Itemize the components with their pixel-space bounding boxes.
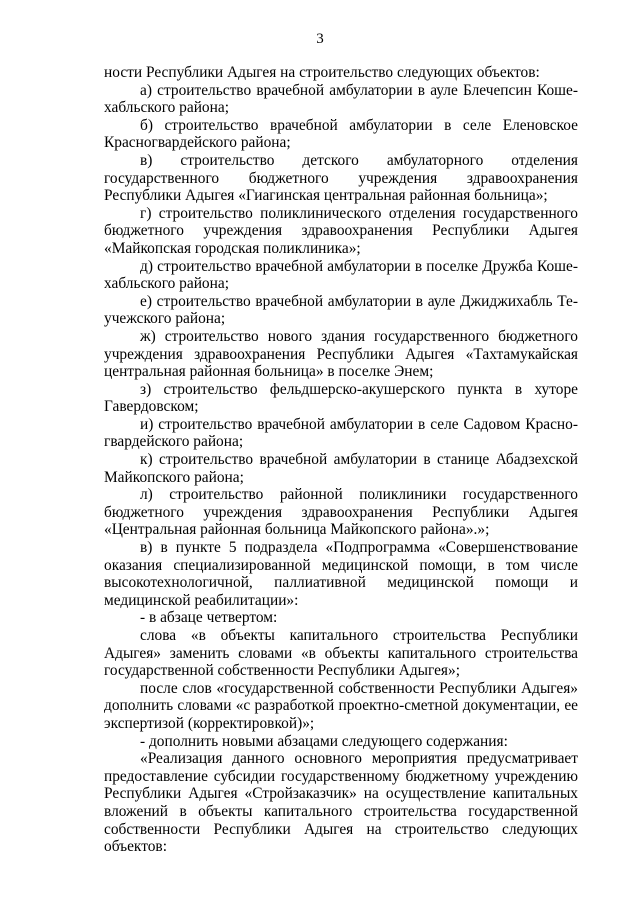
paragraph-item-z: з) строительство фельдшерско-акушерского пункта в хуторе Гавердовском;: [104, 380, 578, 416]
paragraph-item-v: в) строительство детского амбулаторного отделения государственного бюджетного учреждения здравоохранения Республики Адыгея «Гиагинская центральная районная больница»;: [104, 151, 578, 205]
paragraph-fourth-abzac: - в абзаце четвертом:: [140, 609, 278, 627]
paragraph-add-words: после слов «государственной собственности Республики Адыгея» дополнить словами «с разработкой проектно-сметной документации, ее экспертизой (корректировкой)»;: [104, 679, 578, 732]
paragraph-item-l: л) строительство районной поликлиники государственного бюджетного учреждения здравоохранения Республики Адыгея «Центральная районная больница Майкопского района».»;: [104, 486, 578, 539]
paragraph-item-a: а) строительство врачебной амбулатории в ауле Блечепсин Кошехабльского района;: [104, 81, 578, 117]
paragraph-add-abzacs: - дополнить новыми абзацами следующего содержания:: [140, 732, 508, 750]
paragraph-item-k: к) строительство врачебной амбулатории в станице Абадзехской Майкопского района;: [104, 451, 578, 486]
paragraph-item-i: и) строительство врачебной амбулатории в селе Садовом Красногвардейского района;: [104, 415, 578, 451]
paragraph-item-d: д) строительство врачебной амбулатории в поселке Дружба Кошехабльского района;: [104, 257, 578, 293]
paragraph-item-b: б) строительство врачебной амбулатории в селе Еленовское Красногвардейского района;: [104, 116, 578, 152]
paragraph-item-g: г) строительство поликлинического отделения государственного бюджетного учреждения здравоохранения Республики Адыгея «Майкопская городская поликлиника»;: [104, 204, 578, 257]
paragraph-item-e: е) строительство врачебной амбулатории в ауле Джиджихабль Теучежского района;: [104, 292, 578, 328]
body-text: [104, 64, 578, 856]
paragraph-item-zh: ж) строительство нового здания государственного бюджетного учреждения здравоохранения Республики Адыгея «Тахтамукайская центральная районная больница» в поселке Энем;: [104, 327, 578, 381]
paragraph-replace-words: слова «в объекты капитального строительства Республики Адыгея» заменить словами «в объекты капитального строительства государственной собственности Республики Адыгея»;: [104, 627, 578, 680]
paragraph-point-v-subsection: в) в пункте 5 подраздела «Подпрограмма «Совершенствование оказания специализированной медицинской помощи, в том числе высокотехнологичной, паллиативной медицинской помощи и медицинской реабилитации»:: [104, 539, 578, 609]
paragraph-continuation: ности Республики Адыгея на строительство следующих объектов:: [104, 64, 540, 81]
paragraph-realization: «Реализация данного основного мероприятия предусматривает предоставление субсидии государственному бюджетному учреждению Республики Адыгея «Стройзаказчик» на осуществление капитальных вложений в объекты капитального строительства государственной собственности Республики Адыгея на строительство следующих объектов:: [104, 750, 578, 856]
page-number: 3: [316, 31, 324, 47]
